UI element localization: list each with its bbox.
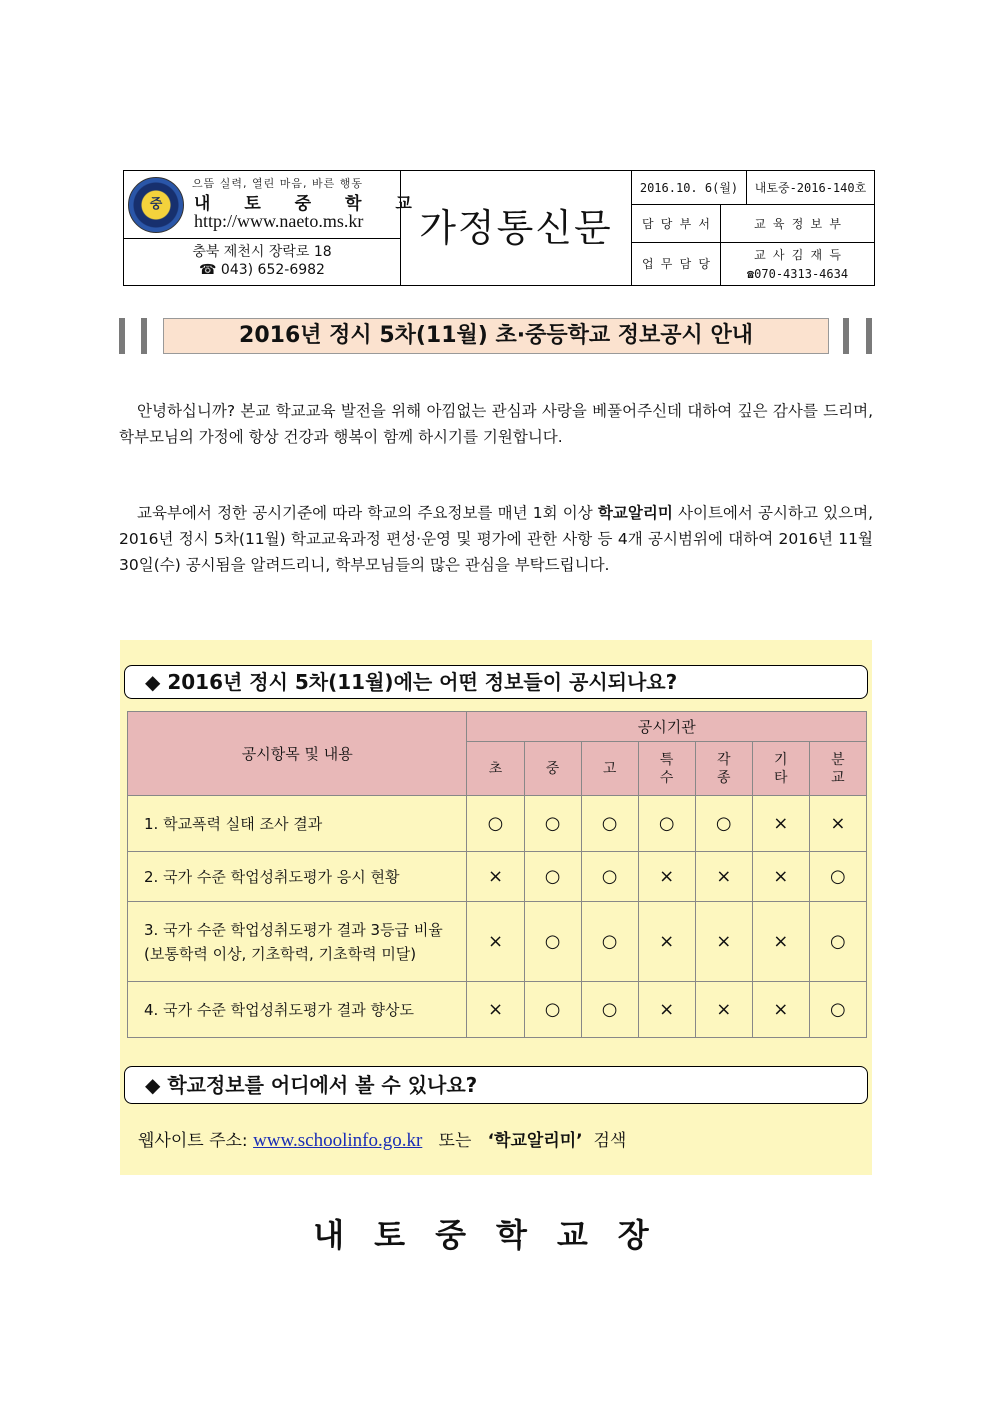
document-number: 내토중-2016-140호 (747, 171, 874, 205)
info-panel (120, 640, 872, 1175)
emblem-char: 중 (149, 197, 163, 212)
sub-col-header: 각 종 (695, 742, 752, 796)
row-mark: × (695, 902, 752, 982)
row-mark: × (638, 982, 695, 1038)
staff-contact (721, 243, 874, 285)
school-emblem-icon (128, 177, 184, 233)
row-mark: × (467, 982, 524, 1038)
letter-header (123, 170, 875, 286)
signature: 내토중학교장 (313, 1216, 679, 1254)
row-mark: ○ (809, 902, 866, 982)
row-mark: ○ (524, 796, 581, 852)
col-group-header: 공시기관 (467, 712, 867, 742)
website-label: 웹사이트 주소: (138, 1131, 248, 1151)
row-mark: ○ (524, 982, 581, 1038)
title-bar-left (119, 318, 125, 354)
section2-heading: ◆ 학교정보를 어디에서 볼 수 있나요? (124, 1066, 868, 1104)
sub-col-header: 특 수 (638, 742, 695, 796)
staff-phone: ☎070-4313-4634 (746, 267, 849, 281)
title-bar-right (843, 318, 849, 354)
row-mark: ○ (638, 796, 695, 852)
disclosure-table (127, 711, 867, 1038)
notice-title: 2016년 정시 5차(11월) 초·중등학교 정보공시 안내 (163, 318, 829, 354)
sub-col-header: 중 (524, 742, 581, 796)
row-item: 1. 학교폭력 실태 조사 결과 (128, 796, 467, 852)
row-mark: ○ (524, 852, 581, 902)
dept-label: 담 당 부 서 (632, 205, 721, 243)
row-mark: ○ (581, 796, 638, 852)
table-row (128, 902, 867, 982)
sub-col-header: 분 교 (809, 742, 866, 796)
row-mark: ○ (581, 982, 638, 1038)
row-mark: ○ (467, 796, 524, 852)
document-meta (632, 171, 874, 285)
row-mark: ○ (524, 902, 581, 982)
search-term: ‘학교알리미’ (487, 1131, 583, 1151)
website-line (138, 1126, 626, 1152)
notice-text-1: 교육부에서 정한 공시기준에 따라 학교의 주요정보를 매년 1회 이상 (137, 504, 598, 522)
row-item: 2. 국가 수준 학업성취도평가 응시 현황 (128, 852, 467, 902)
greeting-paragraph: 안녕하십니까? 본교 학교교육 발전을 위해 아낌없는 관심과 사랑을 베풀어주신데 대하여 깊은 감사를 드리며, 학부모님의 가정에 항상 건강과 행복이 함께 하시기를 기원합니다. (119, 402, 873, 446)
notice-site-name: 학교알리미 (597, 504, 673, 522)
title-bar-left (141, 318, 147, 354)
website-link[interactable]: www.schoolinfo.go.kr (253, 1130, 423, 1151)
sub-col-header: 기 타 (752, 742, 809, 796)
search-text: 검색 (593, 1131, 627, 1151)
school-phone: ☎ 043) 652-6982 (199, 262, 325, 278)
row-mark: × (638, 852, 695, 902)
col-item-header: 공시항목 및 내용 (128, 712, 467, 796)
row-mark: × (752, 902, 809, 982)
row-item: 3. 국가 수준 학업성취도평가 결과 3등급 비율 (보통학력 이상, 기초학력, 기초학력 미달) (128, 902, 467, 982)
dept-value: 교 육 정 보 부 (721, 205, 874, 243)
school-name: 내 토 중 학 교 (194, 194, 426, 214)
row-mark: × (638, 902, 695, 982)
row-mark: × (752, 796, 809, 852)
notice-paragraph (119, 500, 873, 578)
row-mark: × (752, 982, 809, 1038)
section1-heading: ◆ 2016년 정시 5차(11월)에는 어떤 정보들이 공시되나요? (124, 665, 868, 699)
staff-name: 교 사 김 재 득 (754, 248, 841, 262)
row-mark: × (809, 796, 866, 852)
title-bar-right (866, 318, 872, 354)
school-info-block (124, 171, 426, 285)
date: 2016.10. 6(월) (632, 171, 747, 205)
table-row (128, 982, 867, 1038)
school-address: 충북 제천시 장락로 18 (192, 244, 332, 260)
school-slogan: 으뜸 실력, 열린 마음, 바른 행동 (192, 177, 363, 190)
row-mark: × (695, 852, 752, 902)
row-mark: × (467, 902, 524, 982)
row-mark: ○ (581, 902, 638, 982)
row-mark: ○ (581, 852, 638, 902)
table-body (128, 796, 867, 1038)
sub-col-header: 초 (467, 742, 524, 796)
row-mark: ○ (809, 982, 866, 1038)
document-title: 가정통신문 (401, 171, 632, 285)
row-mark: × (752, 852, 809, 902)
table-row (128, 852, 867, 902)
or-text: 또는 (438, 1131, 472, 1151)
sub-col-header: 고 (581, 742, 638, 796)
row-mark: × (695, 982, 752, 1038)
row-mark: × (467, 852, 524, 902)
school-identity (124, 171, 426, 239)
staff-label: 업 무 담 당 (632, 243, 721, 285)
notice-text-2: 사이트에서 공시하고 있으며, 2016년 정시 5차(11월) 학교교육과정 편성·운영 및 평가에 관한 사항 등 4개 공시범위에 대하여 2016년 11월 30일(수) 공시됨을 알려드리니, 학부모님들의 많은 관심을 부탁드립니다. (119, 504, 873, 574)
row-mark: ○ (809, 852, 866, 902)
row-mark: ○ (695, 796, 752, 852)
row-item: 4. 국가 수준 학업성취도평가 결과 향상도 (128, 982, 467, 1038)
school-url[interactable]: http://www.naeto.ms.kr (194, 211, 364, 231)
table-row (128, 796, 867, 852)
